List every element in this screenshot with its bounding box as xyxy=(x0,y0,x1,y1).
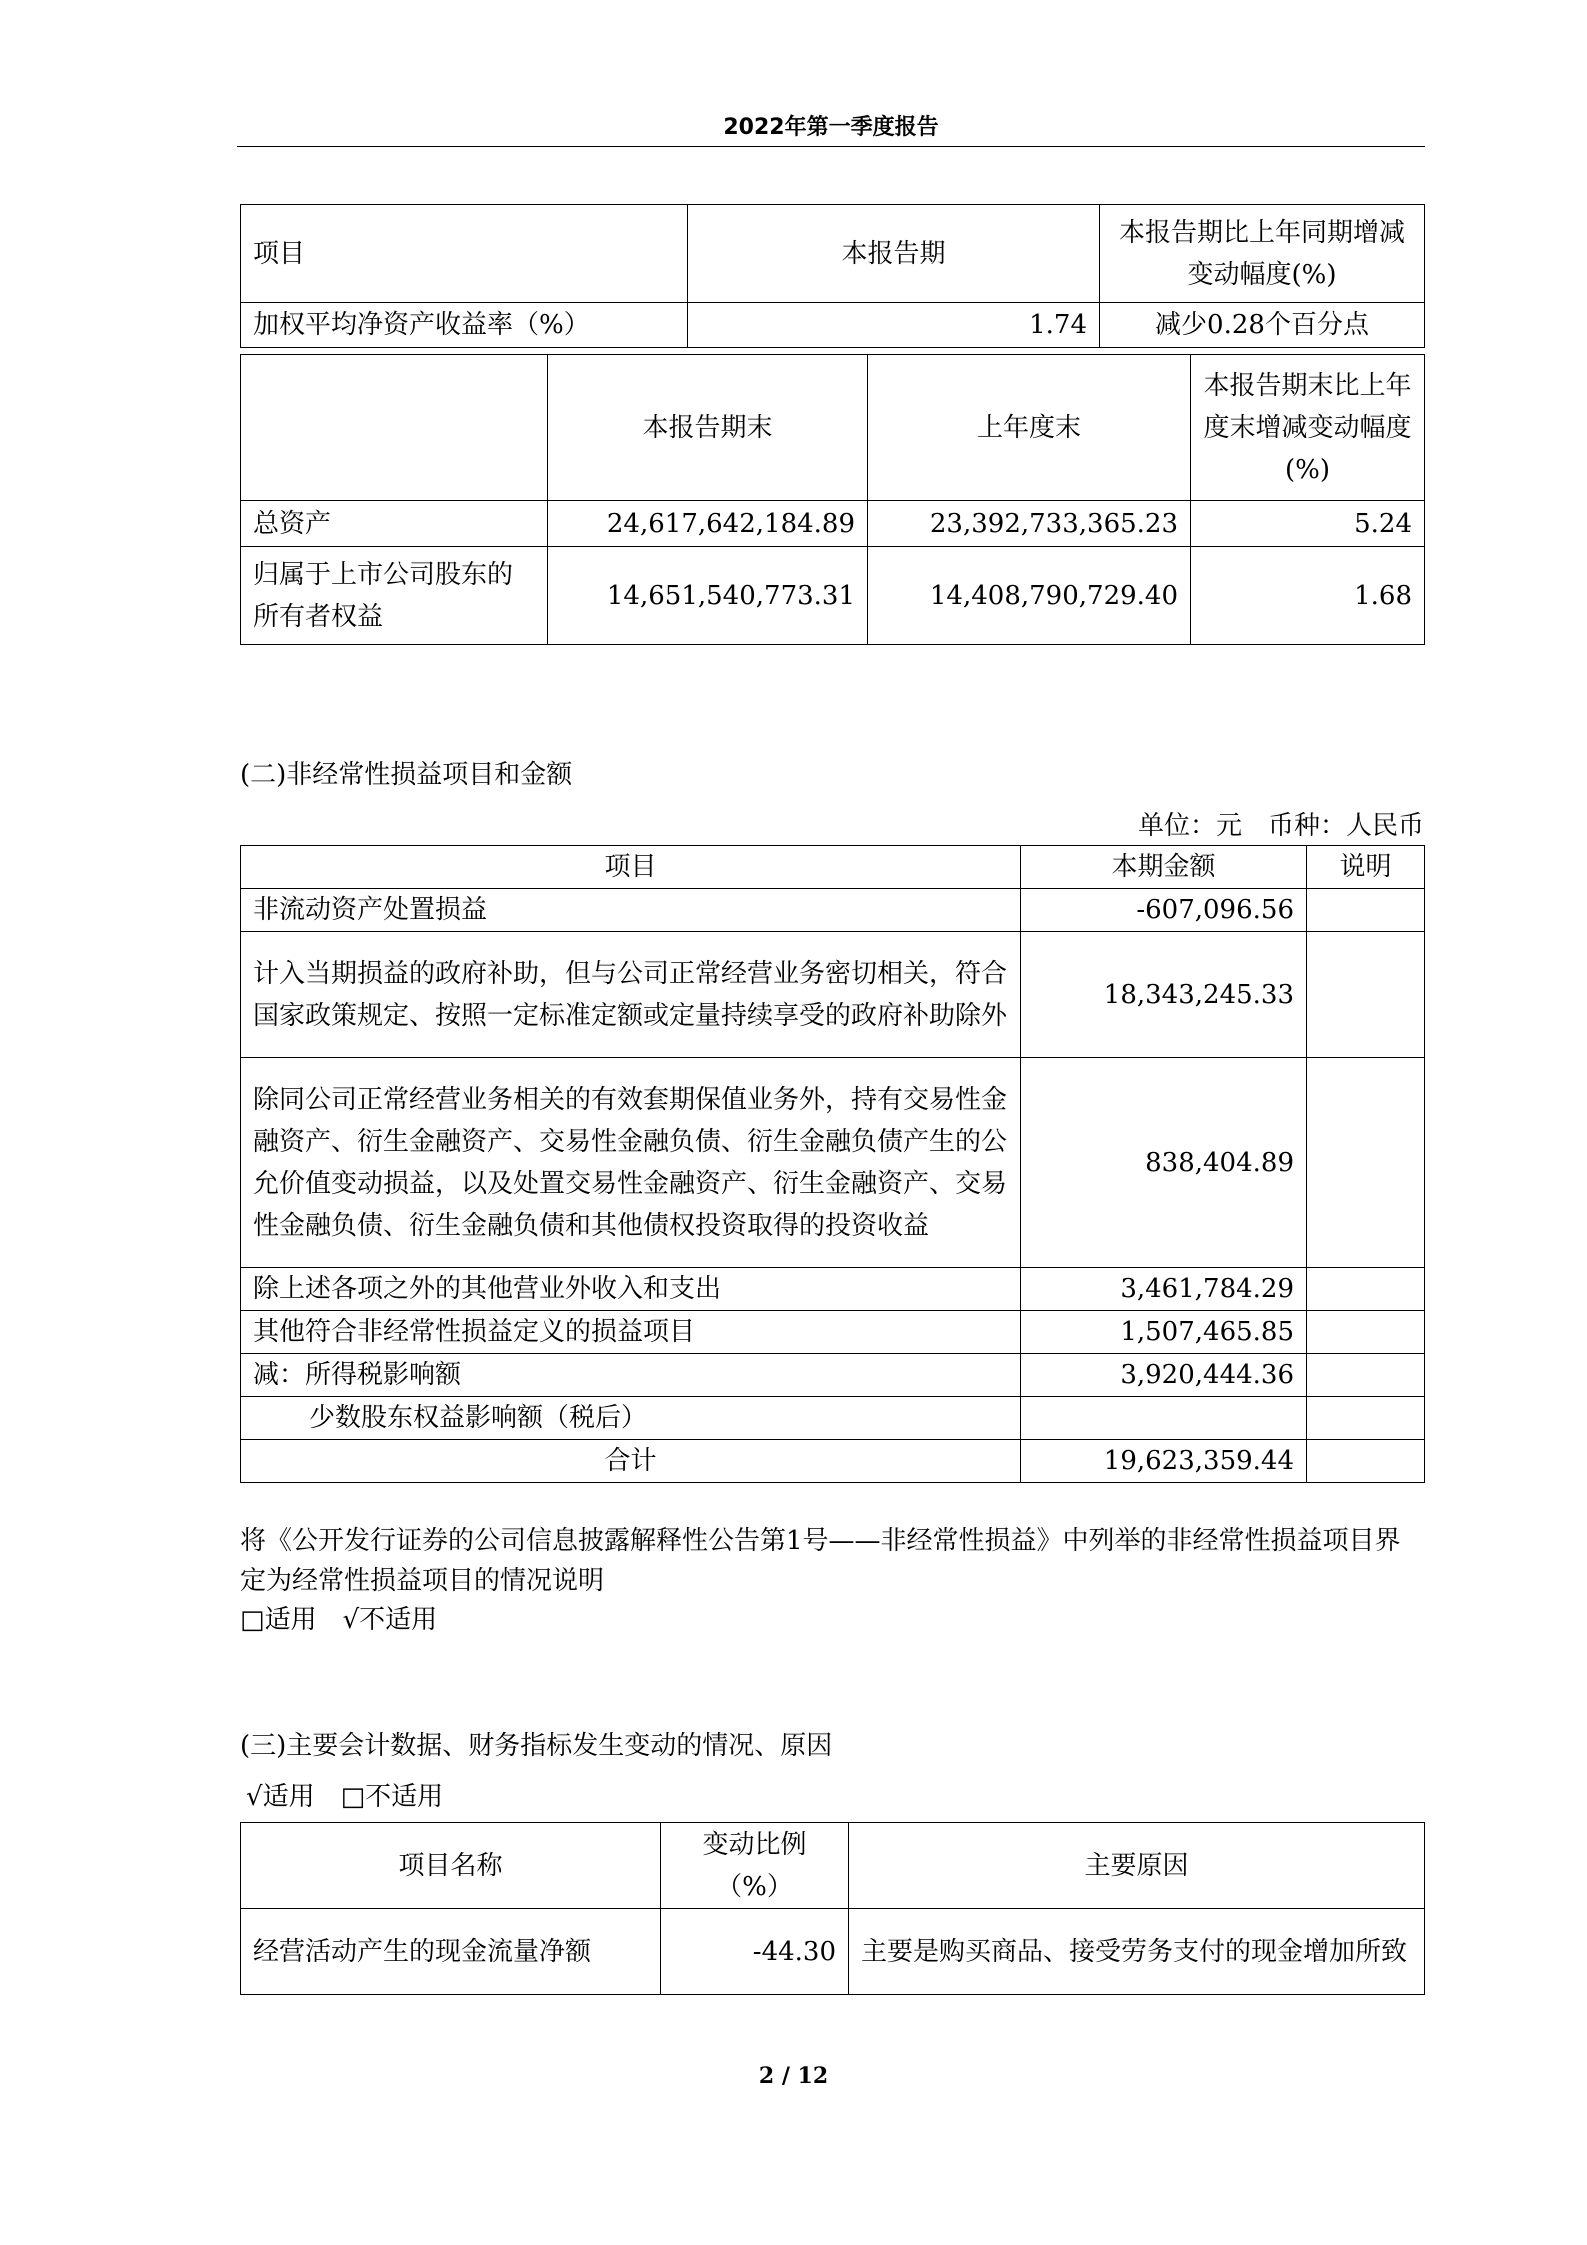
table-row xyxy=(241,1058,1425,1268)
row-note xyxy=(1307,1058,1425,1268)
row-item: 其他符合非经常性损益定义的损益项目 xyxy=(241,1311,1021,1354)
row-amount: 3,920,444.36 xyxy=(1021,1354,1307,1397)
row-label: 总资产 xyxy=(241,501,548,547)
row-end: 14,651,540,773.31 xyxy=(548,547,868,645)
row-prev-end: 23,392,733,365.23 xyxy=(868,501,1191,547)
row-amount: 838,404.89 xyxy=(1021,1058,1307,1268)
table-row xyxy=(241,1354,1425,1397)
applicability-checkbox: □适用 √不适用 xyxy=(240,1605,438,1635)
header-item: 项目 xyxy=(241,205,688,303)
section3-title: (三)主要会计数据、财务指标发生变动的情况、原因 xyxy=(240,1731,833,1761)
row-note xyxy=(1307,932,1425,1058)
row-item: 除同公司正常经营业务相关的有效套期保值业务外，持有交易性金融资产、衍生金融资产、交易性金融负债、衍生金融负债产生的公允价值变动损益，以及处置交易性金融资产、衍生金融资产、交易性金融负债、衍生金融负债和其他债权投资取得的投资收益 xyxy=(241,1058,1021,1268)
row-name: 经营活动产生的现金流量净额 xyxy=(241,1909,661,1995)
header-current: 本报告期 xyxy=(688,205,1100,303)
explanation-text: 将《公开发行证券的公司信息披露解释性公告第1号——非经常性损益》中列举的非经常性损益项目界定为经常性损益项目的情况说明 xyxy=(240,1526,1401,1596)
row-amount: -607,096.56 xyxy=(1021,889,1307,932)
row-item: 减：所得税影响额 xyxy=(241,1354,1021,1397)
table-row xyxy=(241,889,1425,932)
header-period-end: 本报告期末 xyxy=(548,355,868,501)
table-row xyxy=(241,1268,1425,1311)
header-note: 说明 xyxy=(1307,846,1425,889)
header-divider xyxy=(237,146,1425,147)
total-note xyxy=(1307,1440,1425,1483)
row-change: 1.68 xyxy=(1191,547,1425,645)
header-change: 本报告期比上年同期增减变动幅度(%) xyxy=(1100,205,1425,303)
table-row xyxy=(241,547,1425,645)
table-row xyxy=(241,1909,1425,1995)
row-change: 5.24 xyxy=(1191,501,1425,547)
total-amount: 19,623,359.44 xyxy=(1021,1440,1307,1483)
header-amount: 本期金额 xyxy=(1021,846,1307,889)
header-reason: 主要原因 xyxy=(849,1823,1425,1909)
table-row xyxy=(241,932,1425,1058)
header-blank xyxy=(241,355,548,501)
page-number: 2 / 12 xyxy=(758,2063,829,2089)
row-item: 少数股东权益影响额（税后） xyxy=(241,1397,1021,1440)
row-prev-end: 14,408,790,729.40 xyxy=(868,547,1191,645)
unit-currency: 单位：元 币种：人民币 xyxy=(1137,811,1424,841)
roe-value: 1.74 xyxy=(688,303,1100,348)
row-note xyxy=(1307,1268,1425,1311)
roe-label: 加权平均净资产收益率（%） xyxy=(241,303,688,348)
header-name: 项目名称 xyxy=(241,1823,661,1909)
roe-change: 减少0.28个百分点 xyxy=(1100,303,1425,348)
row-item: 非流动资产处置损益 xyxy=(241,889,1021,932)
total-row xyxy=(241,1440,1425,1483)
header-end-change: 本报告期末比上年度末增减变动幅度(%) xyxy=(1191,355,1425,501)
non-recurring-table xyxy=(240,845,1425,1483)
roe-table xyxy=(240,204,1425,348)
row-amount xyxy=(1021,1397,1307,1440)
section2-title: (二)非经常性损益项目和金额 xyxy=(240,760,573,790)
page-header: 2022年第一季度报告 xyxy=(723,115,939,140)
row-item: 除上述各项之外的其他营业外收入和支出 xyxy=(241,1268,1021,1311)
row-amount: 3,461,784.29 xyxy=(1021,1268,1307,1311)
row-reason: 主要是购买商品、接受劳务支付的现金增加所致 xyxy=(849,1909,1425,1995)
row-note xyxy=(1307,1354,1425,1397)
row-item: 计入当期损益的政府补助，但与公司正常经营业务密切相关，符合国家政策规定、按照一定标准定额或定量持续享受的政府补助除外 xyxy=(241,932,1021,1058)
row-note xyxy=(1307,1397,1425,1440)
row-amount: 1,507,465.85 xyxy=(1021,1311,1307,1354)
table-row xyxy=(241,1311,1425,1354)
header-prev-year-end: 上年度末 xyxy=(868,355,1191,501)
change-reason-table xyxy=(240,1822,1425,1995)
row-note xyxy=(1307,889,1425,932)
row-ratio: -44.30 xyxy=(661,1909,849,1995)
header-ratio: 变动比例（%） xyxy=(661,1823,849,1909)
table-row xyxy=(241,501,1425,547)
header-item: 项目 xyxy=(241,846,1021,889)
applicability-checkbox: √适用 □不适用 xyxy=(246,1782,444,1812)
total-label: 合计 xyxy=(241,1440,1021,1483)
row-amount: 18,343,245.33 xyxy=(1021,932,1307,1058)
table-row xyxy=(241,1397,1425,1440)
row-note xyxy=(1307,1311,1425,1354)
row-label: 归属于上市公司股东的所有者权益 xyxy=(241,547,548,645)
row-end: 24,617,642,184.89 xyxy=(548,501,868,547)
assets-table xyxy=(240,354,1425,645)
